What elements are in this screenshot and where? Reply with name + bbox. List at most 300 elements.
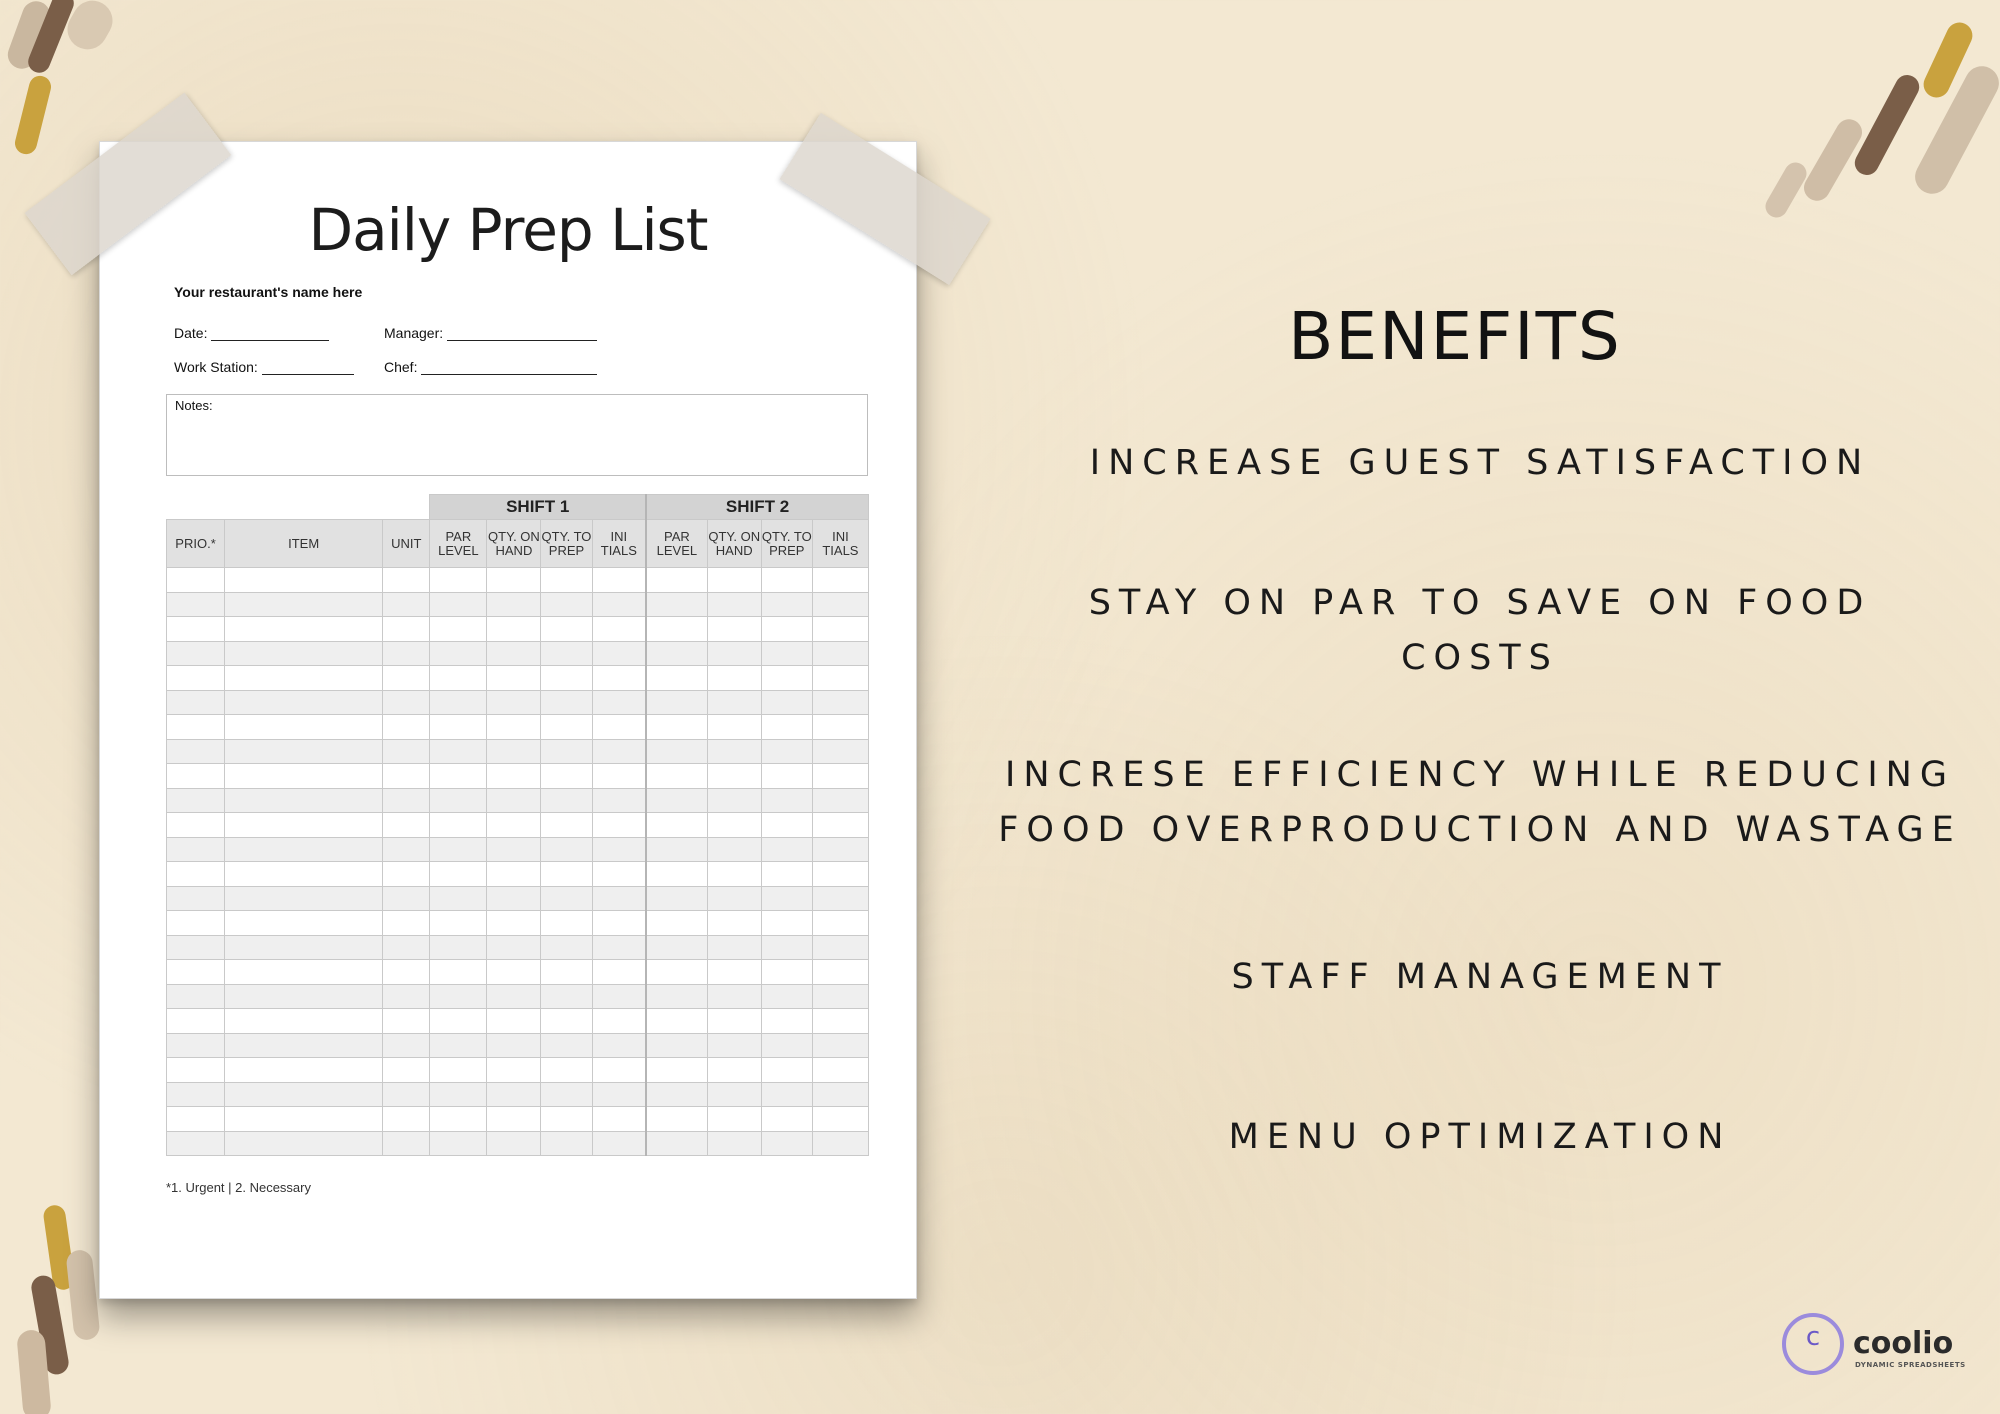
table-cell[interactable] xyxy=(646,960,707,985)
table-cell[interactable] xyxy=(707,837,761,862)
table-cell[interactable] xyxy=(812,739,868,764)
table-cell[interactable] xyxy=(225,1082,383,1107)
table-cell[interactable] xyxy=(383,960,430,985)
document-title: Daily Prep List xyxy=(308,196,708,264)
table-cell[interactable] xyxy=(225,1033,383,1058)
table-cell[interactable] xyxy=(707,911,761,936)
table-cell[interactable] xyxy=(167,984,225,1009)
table-cell[interactable] xyxy=(646,1009,707,1034)
table-cell[interactable] xyxy=(707,935,761,960)
table-cell[interactable] xyxy=(812,862,868,887)
table-cell[interactable] xyxy=(812,641,868,666)
table-cell[interactable] xyxy=(167,788,225,813)
table-cell[interactable] xyxy=(541,592,592,617)
table-cell[interactable] xyxy=(487,1009,541,1034)
table-cell[interactable] xyxy=(812,568,868,593)
table-cell[interactable] xyxy=(487,666,541,691)
table-cell[interactable] xyxy=(646,862,707,887)
table-cell[interactable] xyxy=(541,715,592,740)
table-cell[interactable] xyxy=(541,935,592,960)
table-cell[interactable] xyxy=(167,960,225,985)
table-cell[interactable] xyxy=(592,960,646,985)
table-cell[interactable] xyxy=(761,1009,812,1034)
table-cell[interactable] xyxy=(430,960,487,985)
table-cell[interactable] xyxy=(430,788,487,813)
table-cell[interactable] xyxy=(430,666,487,691)
table-cell[interactable] xyxy=(430,592,487,617)
table-cell[interactable] xyxy=(167,886,225,911)
table-cell[interactable] xyxy=(541,1131,592,1156)
table-cell[interactable] xyxy=(646,715,707,740)
table-cell[interactable] xyxy=(487,568,541,593)
table-cell[interactable] xyxy=(383,739,430,764)
table-row xyxy=(167,764,869,789)
table-cell[interactable] xyxy=(541,617,592,642)
table-cell[interactable] xyxy=(592,862,646,887)
table-cell[interactable] xyxy=(646,788,707,813)
table-cell[interactable] xyxy=(812,666,868,691)
table-cell[interactable] xyxy=(167,617,225,642)
table-cell[interactable] xyxy=(487,592,541,617)
table-cell[interactable] xyxy=(225,592,383,617)
table-cell[interactable] xyxy=(430,886,487,911)
table-cell[interactable] xyxy=(646,1082,707,1107)
table-row xyxy=(167,592,869,617)
table-cell[interactable] xyxy=(167,862,225,887)
table-cell[interactable] xyxy=(541,666,592,691)
table-cell[interactable] xyxy=(487,935,541,960)
table-cell[interactable] xyxy=(541,1082,592,1107)
table-cell[interactable] xyxy=(430,813,487,838)
table-cell[interactable] xyxy=(592,641,646,666)
table-cell[interactable] xyxy=(707,592,761,617)
table-cell[interactable] xyxy=(383,788,430,813)
table-cell[interactable] xyxy=(761,984,812,1009)
table-cell[interactable] xyxy=(592,617,646,642)
table-cell[interactable] xyxy=(592,1107,646,1132)
table-cell[interactable] xyxy=(646,1058,707,1083)
table-cell[interactable] xyxy=(761,813,812,838)
table-cell[interactable] xyxy=(812,1082,868,1107)
table-cell[interactable] xyxy=(707,690,761,715)
table-cell[interactable] xyxy=(430,715,487,740)
table-cell[interactable] xyxy=(487,1058,541,1083)
table-cell[interactable] xyxy=(812,1107,868,1132)
table-cell[interactable] xyxy=(167,568,225,593)
table-cell[interactable] xyxy=(225,666,383,691)
table-cell[interactable] xyxy=(592,1082,646,1107)
table-cell[interactable] xyxy=(707,788,761,813)
table-cell[interactable] xyxy=(761,960,812,985)
table-cell[interactable] xyxy=(487,1131,541,1156)
table-cell[interactable] xyxy=(812,690,868,715)
table-cell[interactable] xyxy=(430,690,487,715)
table-cell[interactable] xyxy=(761,1058,812,1083)
table-cell[interactable] xyxy=(430,739,487,764)
table-cell[interactable] xyxy=(761,1131,812,1156)
table-cell[interactable] xyxy=(812,1033,868,1058)
table-cell[interactable] xyxy=(167,1033,225,1058)
table-cell[interactable] xyxy=(167,1009,225,1034)
table-cell[interactable] xyxy=(430,641,487,666)
table-cell[interactable] xyxy=(812,813,868,838)
table-cell[interactable] xyxy=(592,813,646,838)
table-cell[interactable] xyxy=(487,984,541,1009)
table-cell[interactable] xyxy=(707,886,761,911)
table-cell[interactable] xyxy=(225,984,383,1009)
benefit-item: INCREASE GUEST SATISFACTION xyxy=(1089,443,1871,483)
chef-field[interactable] xyxy=(384,359,597,375)
table-cell[interactable] xyxy=(487,1033,541,1058)
table-cell[interactable] xyxy=(761,1033,812,1058)
table-cell[interactable] xyxy=(646,1033,707,1058)
table-cell[interactable] xyxy=(487,641,541,666)
table-cell[interactable] xyxy=(646,935,707,960)
table-cell[interactable] xyxy=(225,813,383,838)
table-cell[interactable] xyxy=(430,568,487,593)
table-cell[interactable] xyxy=(592,690,646,715)
table-cell[interactable] xyxy=(167,911,225,936)
table-cell[interactable] xyxy=(646,568,707,593)
table-cell[interactable] xyxy=(487,837,541,862)
manager-label: Manager: xyxy=(384,325,444,341)
table-cell[interactable] xyxy=(541,813,592,838)
table-row xyxy=(167,935,869,960)
table-cell[interactable] xyxy=(812,592,868,617)
table-cell[interactable] xyxy=(487,886,541,911)
table-cell[interactable] xyxy=(225,788,383,813)
col-par-level: PAR LEVEL xyxy=(430,520,487,568)
table-cell[interactable] xyxy=(592,837,646,862)
table-cell[interactable] xyxy=(592,1009,646,1034)
table-cell[interactable] xyxy=(430,617,487,642)
table-cell[interactable] xyxy=(646,886,707,911)
table-cell[interactable] xyxy=(430,984,487,1009)
table-cell[interactable] xyxy=(487,764,541,789)
table-cell[interactable] xyxy=(707,739,761,764)
table-cell[interactable] xyxy=(225,911,383,936)
table-cell[interactable] xyxy=(707,862,761,887)
table-cell[interactable] xyxy=(430,935,487,960)
date-label: Date: xyxy=(174,325,208,341)
table-cell[interactable] xyxy=(707,960,761,985)
logo-name: coolio xyxy=(1853,1326,1954,1361)
table-cell[interactable] xyxy=(812,911,868,936)
table-cell[interactable] xyxy=(592,715,646,740)
table-cell[interactable] xyxy=(646,813,707,838)
table-cell[interactable] xyxy=(592,739,646,764)
table-cell[interactable] xyxy=(225,837,383,862)
table-cell[interactable] xyxy=(383,568,430,593)
table-cell[interactable] xyxy=(541,862,592,887)
prep-list-sheet xyxy=(99,141,917,1299)
table-cell[interactable] xyxy=(646,911,707,936)
table-row xyxy=(167,788,869,813)
table-row xyxy=(167,960,869,985)
table-cell[interactable] xyxy=(812,935,868,960)
table-cell[interactable] xyxy=(761,911,812,936)
table-cell[interactable] xyxy=(541,1033,592,1058)
table-cell[interactable] xyxy=(383,641,430,666)
table-cell[interactable] xyxy=(707,641,761,666)
table-cell[interactable] xyxy=(167,837,225,862)
table-cell[interactable] xyxy=(592,1033,646,1058)
table-cell[interactable] xyxy=(167,1058,225,1083)
work-station-label: Work Station: xyxy=(174,359,258,375)
table-cell[interactable] xyxy=(167,1082,225,1107)
table-cell[interactable] xyxy=(761,617,812,642)
notes-box[interactable] xyxy=(166,394,868,476)
prep-table xyxy=(166,494,869,1156)
table-cell[interactable] xyxy=(383,690,430,715)
table-cell[interactable] xyxy=(761,935,812,960)
table-cell[interactable] xyxy=(487,739,541,764)
table-cell[interactable] xyxy=(761,862,812,887)
table-cell[interactable] xyxy=(167,592,225,617)
table-cell[interactable] xyxy=(167,641,225,666)
table-cell[interactable] xyxy=(707,715,761,740)
col-initials: INI TIALS xyxy=(812,520,868,568)
table-row xyxy=(167,813,869,838)
table-cell[interactable] xyxy=(761,690,812,715)
table-cell[interactable] xyxy=(541,641,592,666)
table-row xyxy=(167,1107,869,1132)
table-cell[interactable] xyxy=(707,813,761,838)
table-cell[interactable] xyxy=(383,1107,430,1132)
table-cell[interactable] xyxy=(167,690,225,715)
table-cell[interactable] xyxy=(761,641,812,666)
table-row xyxy=(167,1131,869,1156)
table-cell[interactable] xyxy=(225,960,383,985)
table-cell[interactable] xyxy=(383,1033,430,1058)
table-cell[interactable] xyxy=(430,837,487,862)
table-cell[interactable] xyxy=(646,837,707,862)
table-cell[interactable] xyxy=(225,617,383,642)
table-cell[interactable] xyxy=(761,568,812,593)
table-cell[interactable] xyxy=(167,666,225,691)
table-cell[interactable] xyxy=(707,1131,761,1156)
table-cell[interactable] xyxy=(541,739,592,764)
table-cell[interactable] xyxy=(592,886,646,911)
table-cell[interactable] xyxy=(430,1131,487,1156)
table-cell[interactable] xyxy=(812,1131,868,1156)
table-cell[interactable] xyxy=(225,886,383,911)
table-cell[interactable] xyxy=(383,715,430,740)
table-cell[interactable] xyxy=(592,764,646,789)
table-row xyxy=(167,1082,869,1107)
manager-field[interactable] xyxy=(384,325,597,341)
table-cell[interactable] xyxy=(707,617,761,642)
table-cell[interactable] xyxy=(707,1058,761,1083)
table-cell[interactable] xyxy=(592,984,646,1009)
table-cell[interactable] xyxy=(383,886,430,911)
table-cell[interactable] xyxy=(487,960,541,985)
table-cell[interactable] xyxy=(592,788,646,813)
table-cell[interactable] xyxy=(761,715,812,740)
table-row xyxy=(167,739,869,764)
table-cell[interactable] xyxy=(383,1058,430,1083)
table-cell[interactable] xyxy=(383,617,430,642)
table-cell[interactable] xyxy=(430,1009,487,1034)
table-cell[interactable] xyxy=(541,788,592,813)
table-cell[interactable] xyxy=(646,666,707,691)
table-cell[interactable] xyxy=(167,1131,225,1156)
table-cell[interactable] xyxy=(812,617,868,642)
table-cell[interactable] xyxy=(812,788,868,813)
table-cell[interactable] xyxy=(225,1107,383,1132)
table-cell[interactable] xyxy=(707,1082,761,1107)
table-cell[interactable] xyxy=(541,690,592,715)
table-cell[interactable] xyxy=(430,1058,487,1083)
table-cell[interactable] xyxy=(225,739,383,764)
table-cell[interactable] xyxy=(707,984,761,1009)
table-cell[interactable] xyxy=(225,862,383,887)
table-cell[interactable] xyxy=(487,1082,541,1107)
table-cell[interactable] xyxy=(383,911,430,936)
table-cell[interactable] xyxy=(707,666,761,691)
table-cell[interactable] xyxy=(225,1009,383,1034)
table-cell[interactable] xyxy=(430,911,487,936)
table-cell[interactable] xyxy=(761,666,812,691)
table-cell[interactable] xyxy=(812,1058,868,1083)
table-cell[interactable] xyxy=(225,1131,383,1156)
table-row xyxy=(167,911,869,936)
date-field[interactable] xyxy=(174,325,329,341)
table-cell[interactable] xyxy=(383,764,430,789)
table-cell[interactable] xyxy=(541,911,592,936)
table-cell[interactable] xyxy=(225,764,383,789)
col-prio: PRIO.* xyxy=(167,520,225,568)
table-row xyxy=(167,690,869,715)
table-cell[interactable] xyxy=(225,690,383,715)
table-cell[interactable] xyxy=(761,1107,812,1132)
table-cell[interactable] xyxy=(383,862,430,887)
table-cell[interactable] xyxy=(430,1033,487,1058)
table-cell[interactable] xyxy=(646,617,707,642)
table-cell[interactable] xyxy=(592,568,646,593)
table-cell[interactable] xyxy=(383,1009,430,1034)
table-cell[interactable] xyxy=(812,837,868,862)
table-cell[interactable] xyxy=(487,911,541,936)
table-cell[interactable] xyxy=(487,788,541,813)
table-cell[interactable] xyxy=(383,837,430,862)
table-cell[interactable] xyxy=(487,813,541,838)
table-row xyxy=(167,568,869,593)
table-cell[interactable] xyxy=(430,862,487,887)
table-cell[interactable] xyxy=(646,592,707,617)
table-cell[interactable] xyxy=(225,935,383,960)
table-cell[interactable] xyxy=(383,984,430,1009)
table-cell[interactable] xyxy=(541,984,592,1009)
table-cell[interactable] xyxy=(541,837,592,862)
table-cell[interactable] xyxy=(646,690,707,715)
table-cell[interactable] xyxy=(430,764,487,789)
table-cell[interactable] xyxy=(167,935,225,960)
table-cell[interactable] xyxy=(646,1131,707,1156)
table-row xyxy=(167,1033,869,1058)
table-cell[interactable] xyxy=(707,1009,761,1034)
table-cell[interactable] xyxy=(167,813,225,838)
table-cell[interactable] xyxy=(430,1082,487,1107)
notes-label: Notes: xyxy=(175,398,213,413)
table-cell[interactable] xyxy=(592,1131,646,1156)
table-cell[interactable] xyxy=(541,764,592,789)
table-cell[interactable] xyxy=(761,592,812,617)
table-cell[interactable] xyxy=(812,1009,868,1034)
table-cell[interactable] xyxy=(541,1058,592,1083)
table-cell[interactable] xyxy=(812,886,868,911)
table-cell[interactable] xyxy=(167,764,225,789)
table-cell[interactable] xyxy=(646,984,707,1009)
table-cell[interactable] xyxy=(541,960,592,985)
benefits-title: BENEFITS xyxy=(1288,298,1622,375)
table-row xyxy=(167,666,869,691)
table-cell[interactable] xyxy=(383,666,430,691)
table-cell[interactable] xyxy=(646,1107,707,1132)
table-cell[interactable] xyxy=(383,1082,430,1107)
table-cell[interactable] xyxy=(761,886,812,911)
table-row xyxy=(167,837,869,862)
table-cell[interactable] xyxy=(167,739,225,764)
table-cell[interactable] xyxy=(812,764,868,789)
table-cell[interactable] xyxy=(761,837,812,862)
table-cell[interactable] xyxy=(707,1107,761,1132)
benefit-item: STAFF MANAGEMENT xyxy=(1231,957,1729,997)
table-cell[interactable] xyxy=(707,764,761,789)
table-cell[interactable] xyxy=(541,1009,592,1034)
table-cell[interactable] xyxy=(812,960,868,985)
table-cell[interactable] xyxy=(430,1107,487,1132)
table-cell[interactable] xyxy=(592,935,646,960)
table-cell[interactable] xyxy=(646,764,707,789)
table-cell[interactable] xyxy=(225,568,383,593)
table-cell[interactable] xyxy=(487,862,541,887)
table-cell[interactable] xyxy=(487,690,541,715)
table-cell[interactable] xyxy=(487,1107,541,1132)
table-cell[interactable] xyxy=(646,739,707,764)
table-cell[interactable] xyxy=(707,568,761,593)
table-cell[interactable] xyxy=(592,666,646,691)
table-cell[interactable] xyxy=(167,1107,225,1132)
table-cell[interactable] xyxy=(761,739,812,764)
table-cell[interactable] xyxy=(592,1058,646,1083)
table-cell[interactable] xyxy=(592,911,646,936)
table-cell[interactable] xyxy=(225,641,383,666)
table-cell[interactable] xyxy=(487,617,541,642)
table-cell[interactable] xyxy=(812,715,868,740)
table-cell[interactable] xyxy=(487,715,541,740)
table-cell[interactable] xyxy=(167,715,225,740)
table-cell[interactable] xyxy=(383,935,430,960)
table-cell[interactable] xyxy=(761,764,812,789)
table-cell[interactable] xyxy=(225,1058,383,1083)
table-cell[interactable] xyxy=(541,886,592,911)
table-cell[interactable] xyxy=(225,715,383,740)
table-cell[interactable] xyxy=(646,641,707,666)
work-station-field[interactable] xyxy=(174,359,354,375)
table-cell[interactable] xyxy=(541,1107,592,1132)
table-cell[interactable] xyxy=(761,1082,812,1107)
table-cell[interactable] xyxy=(812,984,868,1009)
table-cell[interactable] xyxy=(761,788,812,813)
col-unit: UNIT xyxy=(383,520,430,568)
table-cell[interactable] xyxy=(541,568,592,593)
table-cell[interactable] xyxy=(383,813,430,838)
table-cell[interactable] xyxy=(592,592,646,617)
table-cell[interactable] xyxy=(707,1033,761,1058)
table-cell[interactable] xyxy=(383,1131,430,1156)
table-cell[interactable] xyxy=(383,592,430,617)
